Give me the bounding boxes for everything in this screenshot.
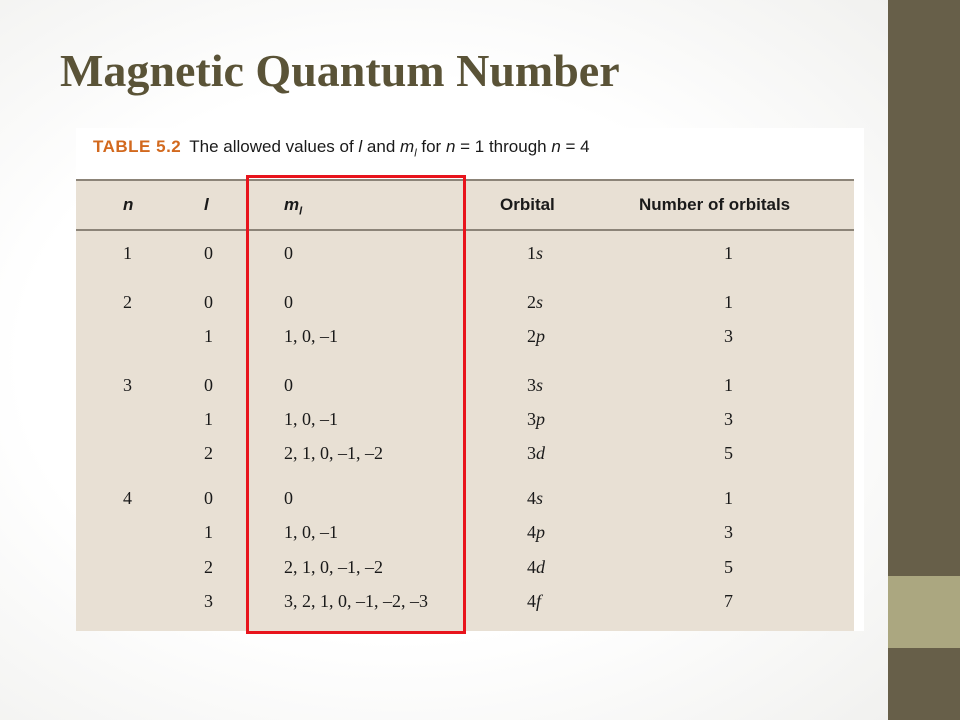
orbital-letter: p	[536, 326, 545, 346]
orbital-letter: s	[536, 292, 544, 312]
orbital-letter: p	[536, 409, 545, 429]
orbital-number: 4	[527, 591, 536, 611]
cell-l: 1	[204, 522, 213, 542]
cell-l: 2	[204, 443, 213, 463]
cell-ml: 0	[284, 292, 293, 312]
table-figure	[76, 128, 864, 631]
orbital-number: 2	[527, 326, 536, 346]
cell-orbital	[527, 557, 545, 578]
orbital-number: 1	[527, 243, 536, 263]
cell-number-of-orbitals: 1	[724, 488, 733, 508]
orbital-number: 3	[527, 375, 536, 395]
cell-number-of-orbitals: 1	[724, 243, 733, 263]
cell-ml: 3, 2, 1, 0, –1, –2, –3	[284, 591, 428, 611]
cell-number-of-orbitals: 3	[724, 409, 733, 429]
header-orbital: Orbital	[500, 195, 555, 214]
cell-number-of-orbitals: 7	[724, 591, 733, 611]
cell-n: 4	[123, 488, 132, 508]
cell-ml: 1, 0, –1	[284, 326, 338, 346]
cell-ml: 0	[284, 243, 293, 263]
header-l: l	[204, 195, 209, 214]
header-number-of-orbitals: Number of orbitals	[639, 195, 791, 214]
cell-number-of-orbitals: 5	[724, 443, 733, 463]
cell-n: 1	[123, 243, 132, 263]
orbital-number: 4	[527, 557, 536, 577]
cell-orbital	[527, 243, 543, 264]
cell-l: 1	[204, 326, 213, 346]
orbital-letter: d	[536, 443, 545, 463]
orbital-number: 4	[527, 522, 536, 542]
cell-orbital	[527, 443, 545, 464]
cell-l: 3	[204, 591, 213, 611]
cell-number-of-orbitals: 5	[724, 557, 733, 577]
cell-l: 0	[204, 292, 213, 312]
cell-orbital	[527, 375, 543, 396]
cell-ml: 2, 1, 0, –1, –2	[284, 557, 383, 577]
orbital-letter: f	[536, 591, 542, 611]
cell-l: 0	[204, 375, 213, 395]
cell-l: 1	[204, 409, 213, 429]
table-caption	[93, 137, 590, 161]
cell-orbital	[527, 522, 545, 543]
decorative-sidebar-accent	[888, 576, 960, 648]
table-caption-text: The allowed values of l and $m_l$ for n = 1 through n = 4	[189, 137, 590, 160]
orbital-letter: p	[536, 522, 545, 542]
cell-ml: 0	[284, 375, 293, 395]
orbital-number: 4	[527, 488, 536, 508]
cell-n: 3	[123, 375, 132, 395]
orbital-number: 3	[527, 409, 536, 429]
header-ml: $m_l$	[284, 195, 303, 218]
header-n: n	[123, 195, 134, 214]
cell-ml: 1, 0, –1	[284, 522, 338, 542]
cell-n: 2	[123, 292, 132, 312]
cell-l: 0	[204, 243, 213, 263]
orbital-letter: s	[536, 375, 544, 395]
orbital-letter: s	[536, 243, 544, 263]
cell-orbital	[527, 409, 545, 430]
cell-ml: 0	[284, 488, 293, 508]
orbital-letter: s	[536, 488, 544, 508]
slide-title: Magnetic Quantum Number	[60, 45, 620, 96]
cell-number-of-orbitals: 1	[724, 292, 733, 312]
cell-orbital	[527, 292, 543, 313]
cell-orbital	[527, 591, 541, 612]
cell-orbital	[527, 488, 543, 509]
orbital-number: 3	[527, 443, 536, 463]
cell-number-of-orbitals: 3	[724, 326, 733, 346]
cell-number-of-orbitals: 3	[724, 522, 733, 542]
cell-orbital	[527, 326, 545, 347]
cell-ml: 1, 0, –1	[284, 409, 338, 429]
cell-ml: 2, 1, 0, –1, –2	[284, 443, 383, 463]
orbital-letter: d	[536, 557, 545, 577]
ml-column-highlight	[246, 175, 466, 634]
cell-number-of-orbitals: 1	[724, 375, 733, 395]
table-caption-label: TABLE 5.2	[93, 137, 182, 156]
orbital-number: 2	[527, 292, 536, 312]
cell-l: 0	[204, 488, 213, 508]
cell-l: 2	[204, 557, 213, 577]
